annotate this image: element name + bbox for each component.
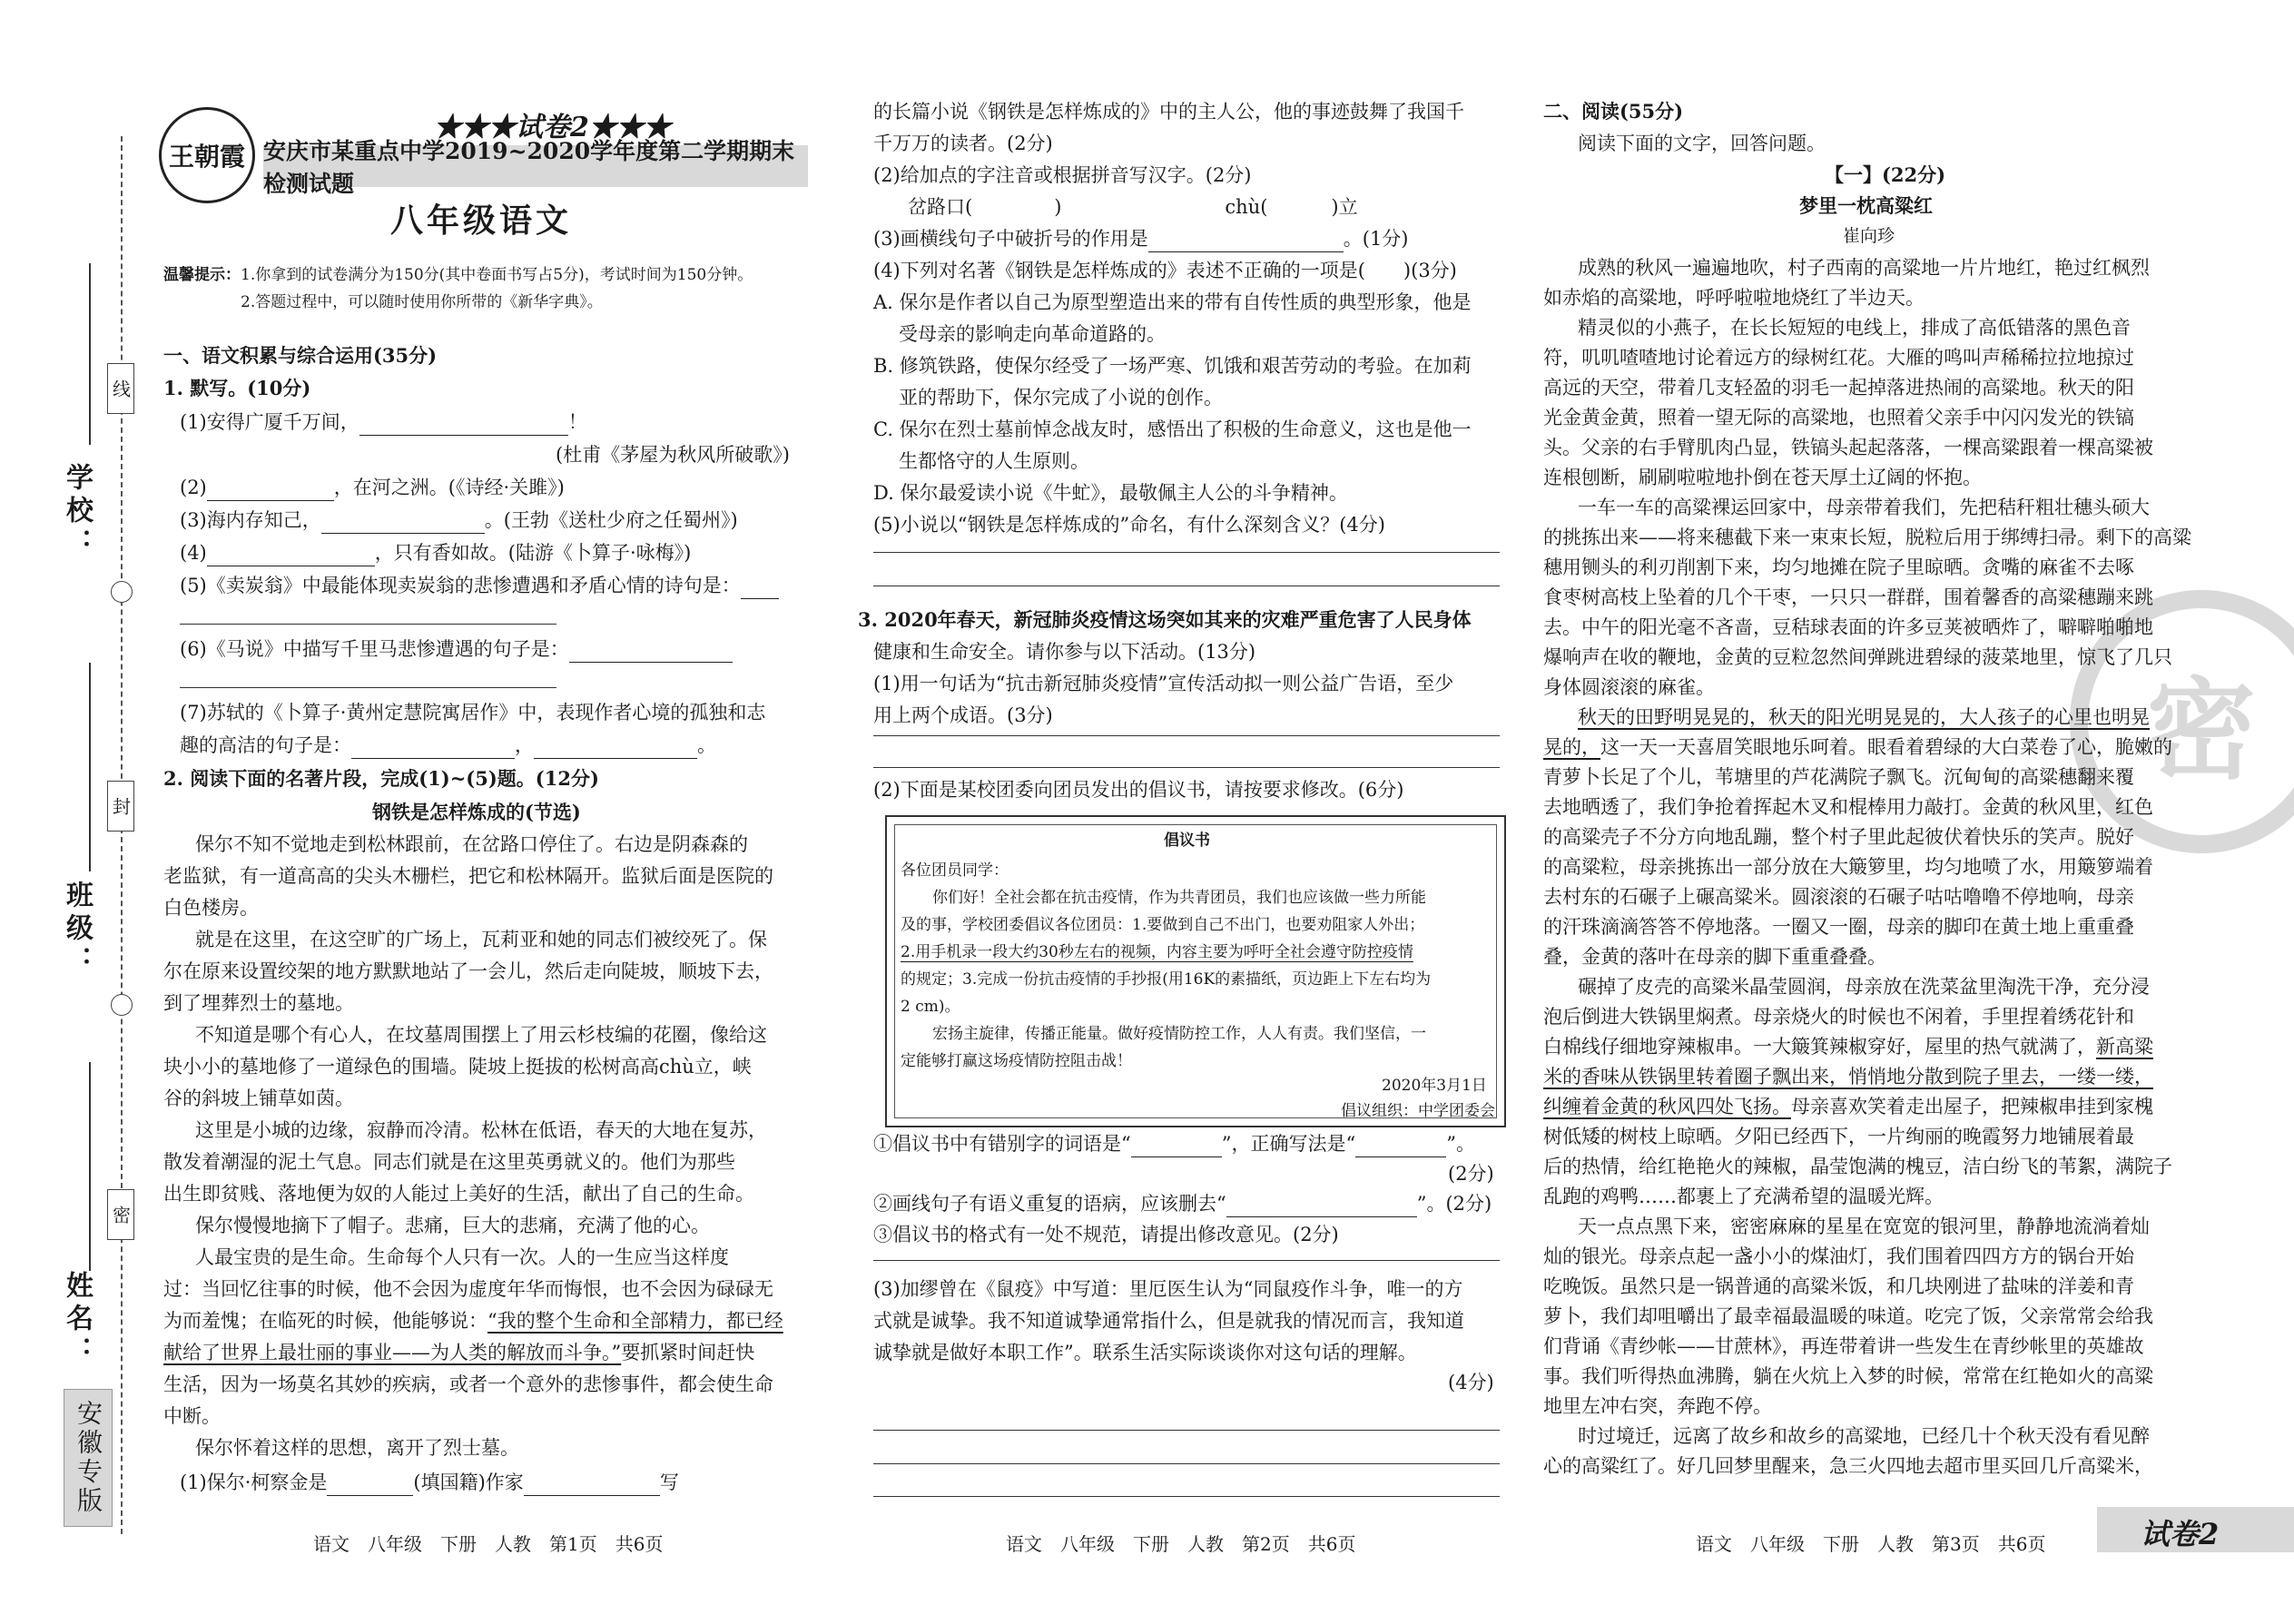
excerpt-line: 过：当回忆往事的时候，他不会因为虚度年华而悔恨，也不会因为碌碌无 xyxy=(163,1278,773,1300)
binding-mark-feng: 封 xyxy=(107,781,134,832)
proposal-line: 你们好！全社会都在抗击疫情，作为共青团员，我们也应该做一些力所能 xyxy=(932,889,1426,907)
proposal-line: 的规定；3.完成一份抗击疫情的手抄报(用16K的素描纸，页边距上下左右均为 xyxy=(901,970,1432,989)
answer-line[interactable] xyxy=(873,1260,1500,1261)
article-line: 白棉线仔细地穿辣椒串。一大簸箕辣椒穿好，屋里的热气就满了，新高粱 xyxy=(1543,1036,2153,1058)
excerpt-line: 老监狱，有一道高高的尖头木栅栏，把它和松林隔开。监狱后面是医院的 xyxy=(163,865,773,887)
q3-3: (3)加缪曾在《鼠疫》中写道：里厄医生认为“同鼠疫作斗争，唯一的方 xyxy=(873,1278,1463,1300)
article-line: 成熟的秋风一遍遍地吹，村子西南的高粱地一片片地红，艳过红枫烈 xyxy=(1578,257,2150,279)
article-line: 后的热情，给红艳艳火的辣椒，晶莹饱满的槐豆，洁白纷飞的苇絮，满院子 xyxy=(1543,1156,2172,1177)
q3-2-1-score: (2分) xyxy=(1448,1163,1494,1185)
article-line: 心的高粱红了。好几回梦里醒来，急三火四地去超市里买回几斤高粱米， xyxy=(1543,1455,2153,1477)
article-line: 爆响声在收的鞭地，金黄的豆粒忽然间弹跳进碧绿的菠菜地里，惊飞了几只 xyxy=(1543,646,2172,668)
q2-5: (5)小说以“钢铁是怎样炼成的”命名，有什么深刻含义？(4分) xyxy=(873,514,1385,536)
excerpt-line: 生活，因为一场莫名其妙的疾病，或者一个意外的悲惨事件，都会使生命 xyxy=(163,1373,773,1395)
article-line: 光金黄金黄，照着一望无际的高粱地，也照着父亲手中闪闪发光的铁镐 xyxy=(1543,407,2134,428)
q2-1: (1)保尔·柯察金是 (填国籍)作家 写 xyxy=(180,1469,679,1496)
excerpt-line: 谷的斜坡上铺草如茵。 xyxy=(163,1088,354,1109)
q1-7-line-1: (7)苏轼的《卜算子·黄州定慧院寓居作》中，表现作者心境的孤独和志 xyxy=(180,702,766,723)
proposal-letter xyxy=(885,815,1506,1127)
binding-margin xyxy=(0,0,159,1624)
article-line: 去地晒透了，我们争抢着挥起木叉和棍棒用力敲打。金黄的秋风里，红色 xyxy=(1543,796,2153,818)
article-line: 秋天的田野明晃晃的，秋天的阳光明晃晃的，大人孩子的心里也明晃 xyxy=(1578,706,2150,728)
article-line: 地里左冲右突，奔跑不停。 xyxy=(1543,1395,1772,1417)
name-label: 姓名： xyxy=(61,1271,93,1369)
excerpt-line: 献给了世界上最壮丽的事业——为人类的解放而斗争。”要抓紧时间赶快 xyxy=(163,1342,755,1363)
question-2: 2. 阅读下面的名著片段，完成(1)~(5)题。(12分) xyxy=(163,767,599,790)
article-line: 们背诵《青纱帐——甘蔗林》，再连带着讲一些发生在青纱帐里的英雄故 xyxy=(1543,1335,2144,1357)
q2-2-items: 岔路口( ) chù( )立 xyxy=(908,196,1358,218)
question-3: 3. 2020年春天，新冠肺炎疫情这场突如其来的灾难严重危害了人民身体 xyxy=(858,608,1472,631)
q2-2: (2)给加点的字注音或根据拼音写汉字。(2分) xyxy=(873,164,1252,186)
q3-2-2: ②画线句子有语义重复的语病，应该删去“ ”。(2分) xyxy=(873,1190,1492,1217)
tip-line-2: 2.答题过程中，可以随时使用你所带的《新华字典》。 xyxy=(241,293,603,311)
question-3-cont: 健康和生命安全。请你参与以下活动。(13分) xyxy=(873,641,1256,663)
article-line: 事。我们听得热血沸腾，躺在火炕上入梦的时候，常常在红艳如火的高粱 xyxy=(1543,1365,2153,1387)
q3-1: (1)用一句话为“抗击新冠肺炎疫情”宣传活动拟一则公益广告语，至少 xyxy=(873,673,1454,694)
q1-6: (6)《马说》中描写千里马悲惨遭遇的句子是： xyxy=(180,635,733,663)
answer-line[interactable] xyxy=(873,1463,1500,1464)
page-footer-3: 语文 八年级 下册 人教 第3页 共6页 xyxy=(1696,1533,2046,1555)
excerpt-line: 白色楼房。 xyxy=(163,897,259,919)
option-c: C. 保尔在烈士墓前悼念战友时，感悟出了积极的生命意义，这也是他一 xyxy=(873,418,1472,440)
proposal-line: 2.用手机录一段大约30秒左右的视频，内容主要为呼吁全社会遵守防控疫情 xyxy=(901,943,1413,961)
article-line: 身体圆滚滚的麻雀。 xyxy=(1543,676,1715,698)
excerpt-line: 散发着潮湿的泥土气息。同志们就是在这里英勇就义的。他们为那些 xyxy=(163,1151,735,1173)
section-1-heading: 一、语文积累与综合运用(35分) xyxy=(163,344,438,367)
excerpt-line: 出生即贫贱、落地便为奴的人能过上美好的生活，献出了自己的生命。 xyxy=(163,1183,754,1205)
article-line: 精灵似的小燕子，在长长短短的电线上，排成了高低错落的黑色音 xyxy=(1578,317,2131,339)
cut-line xyxy=(121,136,123,1534)
article-line: 符，叽叽喳喳地讨论着远方的绿树红花。大雁的鸣叫声稀稀拉拉地掠过 xyxy=(1543,347,2134,369)
article-line: 如赤焰的高粱地，呼呼啦啦地烧红了半边天。 xyxy=(1543,287,1925,309)
article-line: 去。中午的阳光毫不吝啬，豆秸球表面的许多豆荚被晒炸了，噼噼啪啪地 xyxy=(1543,616,2153,638)
article-line: 叠，金黄的落叶在母亲的脚下重重叠叠。 xyxy=(1543,946,1886,968)
excerpt-title: 钢铁是怎样炼成的(节选) xyxy=(372,801,581,823)
q3-2-3: ③倡议书的格式有一处不规范，请提出修改意见。(2分) xyxy=(873,1224,1339,1245)
reading-intro: 阅读下面的文字，回答问题。 xyxy=(1578,133,1826,154)
q3-1-cont: 用上两个成语。(3分) xyxy=(873,704,1053,726)
article-line: 树低矮的树枝上晾晒。夕阳已经西下，一片绚丽的晚霞努力地铺展着最 xyxy=(1543,1126,2134,1147)
article-line: 天一点点黑下来，密密麻麻的星星在宽宽的银河里，静静地流淌着灿 xyxy=(1578,1216,2150,1237)
publisher-logo: 王朝霞 xyxy=(159,107,255,203)
answer-line[interactable] xyxy=(873,767,1500,768)
tip-line-1: 温馨提示：1.你拿到的试卷满分为150分(其中卷面书写占5分)，考试时间为150分钟。 xyxy=(163,266,753,284)
proposal-line: 宏扬主旋律，传播正能量。做好疫情防控工作，人人有责。我们坚信，一 xyxy=(932,1025,1426,1043)
answer-line[interactable] xyxy=(873,1496,1500,1497)
school-label: 学校： xyxy=(61,463,93,561)
article-line: 乱跑的鸡鸭……都裹上了充满希望的温暖光辉。 xyxy=(1543,1186,1944,1207)
article-line: 灿的银光。母亲点起一盏小小的煤油灯，我们围着四四方方的锅台开始 xyxy=(1543,1245,2134,1267)
reading-part-1: 【一】(22分) xyxy=(1825,163,1946,186)
article-line: 高远的天空，带着几支轻盈的羽毛一起掉落进热闹的高粱地。秋天的阳 xyxy=(1543,377,2134,399)
option-b: B. 修筑铁路，使保尔经受了一场严寒、饥饿和艰苦劳动的考验。在加莉 xyxy=(873,355,1472,377)
q2-3: (3)画横线句子中破折号的作用是 。(1分) xyxy=(873,225,1409,252)
excerpt-line: 保尔慢慢地摘下了帽子。悲痛，巨大的悲痛，充满了他的心。 xyxy=(195,1215,710,1236)
article-line: 泡后倒进大铁锅里焖煮。母亲烧火的时候也不闲着，手里捏着绣花针和 xyxy=(1543,1006,2134,1028)
binding-mark-xian: 线 xyxy=(107,363,134,414)
article-line: 时过境迁，远离了故乡和故乡的高粱地，已经几十个秋天没有看见醉 xyxy=(1578,1425,2150,1447)
article-line: 米的香味从铁锅里转着圈子飘出来，悄悄地分散到院子里去，一缕一缕， xyxy=(1543,1066,2153,1088)
proposal-line: 2 cm)。 xyxy=(901,998,960,1016)
q3-3-cont: 诚挚就是做好本职工作”。联系生活实际谈谈你对这句话的理解。 xyxy=(873,1342,1417,1363)
article-line: 头。父亲的右手臂肌肉凸显，铁镐头起起落落，一棵高粱跟着一棵高粱被 xyxy=(1543,437,2153,458)
excerpt-line: 到了埋葬烈士的墓地。 xyxy=(163,992,354,1014)
proposal-title: 倡议书 xyxy=(1164,832,1210,850)
q3-3-cont: 式就是诚挚。我不知道诚挚通常指什么，但是就我的情况而言，我知道 xyxy=(873,1310,1464,1332)
proposal-greeting: 各位团员同学： xyxy=(901,861,1009,880)
excerpt-line: 保尔怀着这样的思想，离开了烈士墓。 xyxy=(195,1437,519,1459)
q1-5: (5)《卖炭翁》中最能体现卖炭翁的悲惨遭遇和矛盾心情的诗句是： xyxy=(180,572,779,599)
article-line: 的汗珠滴滴答答不停地落。一圈又一圈，母亲的脚印在黄土地上重重叠 xyxy=(1543,916,2134,938)
proposal-org: 倡议组织：中学团委会 xyxy=(1341,1102,1495,1120)
proposal-date: 2020年3月1日 xyxy=(1382,1077,1487,1095)
excerpt-line: 就是在这里，在这空旷的广场上，瓦莉亚和她的同志们被绞死了。保 xyxy=(195,929,767,950)
answer-line[interactable] xyxy=(180,624,556,625)
excerpt-line: 人最宝贵的是生命。生命每个人只有一次。人的一生应当这样度 xyxy=(195,1246,729,1268)
q2-4: (4)下列对名著《钢铁是怎样炼成的》表述不正确的一项是( )(3分) xyxy=(873,260,1457,281)
excerpt-line: 为而羞愧；在临死的时候，他能够说：“我的整个生命和全部精力，都已经 xyxy=(163,1310,783,1332)
watermark-stamp: 密 xyxy=(2070,590,2294,853)
class-line xyxy=(89,663,91,871)
proposal-line: 及的事，学校团委倡议各位团员：1.要做到自己不出门，也要劝阻家人外出； xyxy=(901,916,1425,934)
page-footer-1: 语文 八年级 下册 人教 第1页 共6页 xyxy=(313,1533,664,1555)
article-title: 梦里一枕高粱红 xyxy=(1799,194,1933,217)
article-line: 连根刨断，刷刷啦啦地扑倒在苍天厚土辽阔的怀抱。 xyxy=(1543,467,1982,488)
school-title: 安庆市某重点中学2019~2020学年度第二学期期末检测试题 xyxy=(263,145,808,187)
class-label: 班级： xyxy=(61,881,93,979)
section-2-heading: 二、阅读(55分) xyxy=(1543,100,1684,123)
article-line: 吃晚饭。虽然只是一锅普通的高粱米饭，和几块刚进了盐味的洋姜和青 xyxy=(1543,1275,2134,1297)
name-line xyxy=(89,1062,91,1271)
excerpt-line: 尔在原来设置绞架的地方默默地站了一会儿，然后走向陡坡，顺坡下去， xyxy=(163,960,773,982)
q2-1-cont: 的长篇小说《钢铁是怎样炼成的》中的主人公，他的事迹鼓舞了我国千 xyxy=(873,101,1464,123)
excerpt-line: 块小小的墓地修了一道绿色的围墙。陡坡上挺拔的松树高高chù立，峡 xyxy=(163,1056,752,1078)
q3-2-1: ①倡议书中有错别字的词语是“ ”，正确写法是“ ”。 xyxy=(873,1130,1475,1157)
subject-title: 八年级语文 xyxy=(390,202,573,240)
article-line: 纠缠着金黄的秋风四处飞扬。母亲喜欢笑着走出屋子，把辣椒串挂到家槐 xyxy=(1543,1096,2153,1117)
q3-3-score: (4分) xyxy=(1448,1372,1494,1393)
excerpt-line: 保尔不知不觉地走到松林跟前，在岔路口停住了。右边是阴森森的 xyxy=(195,833,748,855)
article-line: 一车一车的高粱裸运回家中，母亲带着我们，先把秸秆粗壮穗头硕大 xyxy=(1578,497,2150,518)
excerpt-line: 中断。 xyxy=(163,1405,221,1427)
option-a: A. 保尔是作者以自己为原型塑造出来的带有自传性质的典型形象，他是 xyxy=(873,291,1472,313)
question-1: 1. 默写。(10分) xyxy=(163,377,311,399)
proposal-line: 定能够打赢这场疫情防控阻击战！ xyxy=(901,1052,1132,1070)
binding-hole xyxy=(111,994,133,1016)
article-author: 崔向珍 xyxy=(1843,226,1895,246)
edition-badge: 安徽专版 xyxy=(64,1389,113,1527)
paper-number: 试卷2 xyxy=(2141,1517,2220,1551)
school-line xyxy=(89,263,91,445)
option-d: D. 保尔最爱读小说《牛虻》，最敬佩主人公的斗争精神。 xyxy=(873,482,1348,504)
q1-1-source: (杜甫《茅屋为秋风所破歌》) xyxy=(556,444,790,466)
q3-2: (2)下面是某校团委向团员发出的倡议书，请按要求修改。(6分) xyxy=(873,779,1404,801)
excerpt-line: 不知道是哪个有心人，在坟墓周围摆上了用云杉枝编的花圈，像给这 xyxy=(195,1024,767,1046)
answer-line[interactable] xyxy=(180,687,556,688)
q2-1-cont: 千万万的读者。(2分) xyxy=(873,133,1053,154)
article-line: 的高粱壳子不分方向地乱蹦，整个村子里此起彼伏着快乐的笑声。脱好 xyxy=(1543,826,2134,848)
option-a-cont: 受母亲的影响走向革命道路的。 xyxy=(899,323,1166,345)
article-line: 的高粱粒，母亲挑拣出一部分放在大簸箩里，均匀地喷了水，用簸箩端着 xyxy=(1543,856,2153,878)
binding-mark-mi: 密 xyxy=(107,1189,134,1240)
article-line: 的挑拣出来——将来穗截下来一束束长短，脱粒后用于绑缚扫帚。剩下的高粱 xyxy=(1543,527,2191,548)
article-line: 萝卜，我们却咀嚼出了最幸福最温暖的味道。吃完了饭，父亲常常会给我 xyxy=(1543,1305,2153,1327)
article-line: 穗用铡头的利刃削割下来，均匀地摊在院子里晾晒。贪嘴的麻雀不去啄 xyxy=(1543,556,2134,578)
answer-line[interactable] xyxy=(873,735,1500,736)
q1-4: (4) ，只有香如故。(陆游《卜算子·咏梅》) xyxy=(180,539,691,566)
excerpt-line: 这里是小城的边缘，寂静而冷清。松林在低语，春天的大地在复苏， xyxy=(195,1119,767,1141)
article-line: 碾掉了皮壳的高粱米晶莹圆润，母亲放在洗菜盆里淘洗干净，充分浸 xyxy=(1578,976,2150,998)
answer-line[interactable] xyxy=(873,1430,1500,1431)
article-line: 青萝卜长足了个儿，苇塘里的芦花满院子飘飞。沉甸甸的高粱穗翻来覆 xyxy=(1543,766,2134,788)
page-footer-2: 语文 八年级 下册 人教 第2页 共6页 xyxy=(1006,1533,1356,1555)
article-line: 晃的，这一天一天喜眉笑眼地乐呵着。眼看着碧绿的大白菜卷了心，脆嫩的 xyxy=(1543,736,2172,758)
option-c-cont: 生都恪守的人生原则。 xyxy=(899,450,1089,472)
answer-line[interactable] xyxy=(873,552,1500,553)
q1-1: (1)安得广厦千万间， ！ xyxy=(180,408,587,436)
article-line: 去村东的石碾子上碾高粱米。圆滚滚的石碾子咕咕噜噜不停地响，母亲 xyxy=(1543,886,2134,908)
q1-2: (2) ，在河之洲。(《诗经·关雎》) xyxy=(180,474,565,501)
q1-3: (3)海内存知己， 。(王勃《送杜少府之任蜀州》) xyxy=(180,507,738,534)
paper-tag: ★★★试卷2★★★ xyxy=(434,112,671,143)
binding-hole xyxy=(111,581,133,603)
q1-7-line-2: 趣的高洁的句子是： ， 。 xyxy=(180,732,716,759)
article-line: 食枣树高枝上坠着的几个干枣，一只只一群群，围着馨香的高粱穗蹦来跳 xyxy=(1543,586,2153,608)
option-b-cont: 亚的帮助下，保尔完成了小说的创作。 xyxy=(899,387,1223,408)
